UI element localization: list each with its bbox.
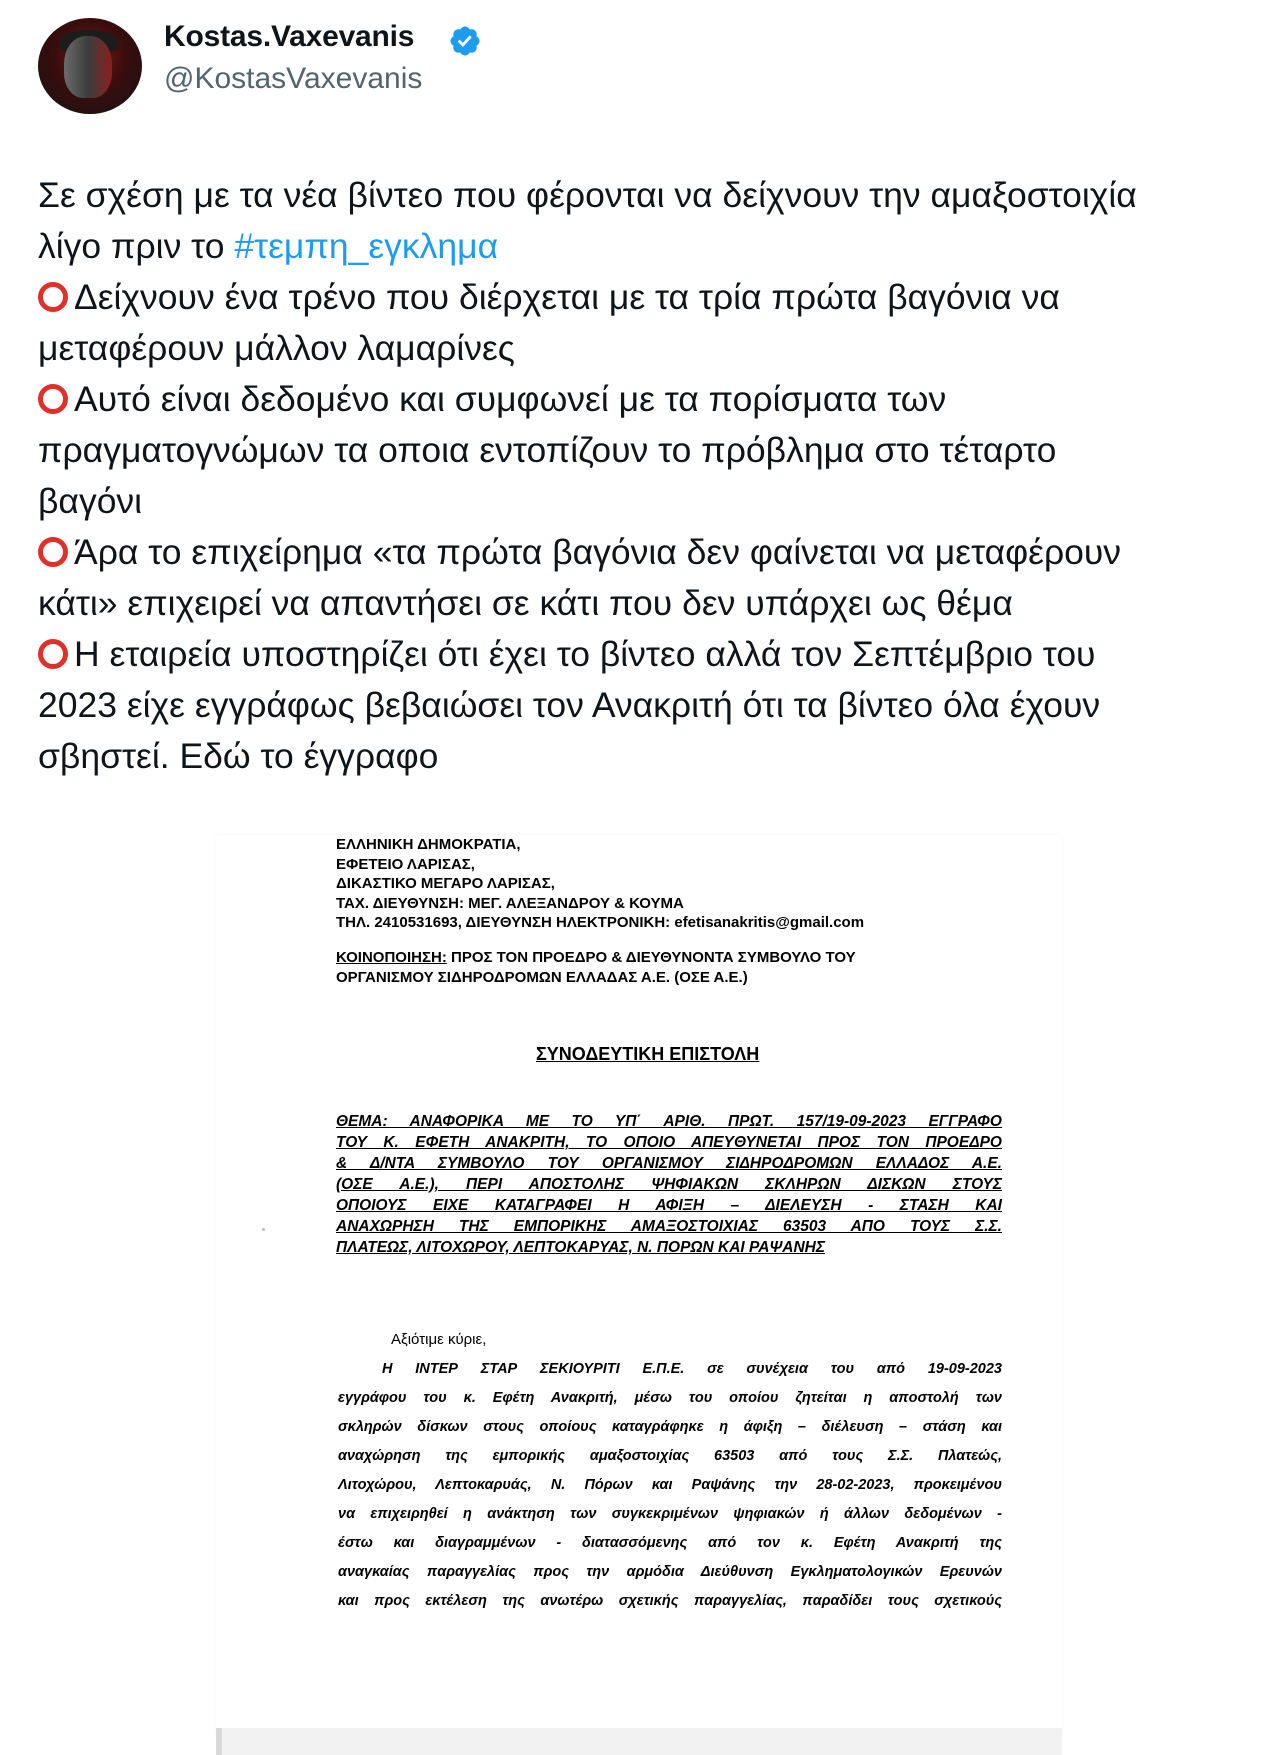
attached-document-image[interactable] (216, 835, 1062, 1735)
body-line: εγγράφου του κ. Εφέτη Ανακριτή, μέσω του οποίου ζητείται η αποστολή των (338, 1390, 1002, 1406)
body-line: να επιχειρηθεί η ανάκτηση των συγκεκριμένων ψηφιακών ή άλλων δεδομένων - (338, 1506, 1002, 1522)
subject-line: & Δ/ΝΤΑ ΣΥΜΒΟΥΛΟ ΤΟΥ ΟΡΓΑΝΙΣΜΟΥ ΣΙΔΗΡΟΔΡΟΜΩΝ ΕΛΛΑΔΟΣ Α.Ε. (336, 1155, 1002, 1172)
address-line: ΤΑΧ. ΔΙΕΥΘΥΝΣΗ: ΜΕΓ. ΑΛΕΞΑΝΔΡΟΥ & ΚΟΥΜΑ (336, 894, 684, 912)
tweet-line: Σε σχέση με τα νέα βίντεο που φέρονται να δείχνουν την αμαξοστοιχία (38, 175, 1137, 215)
tweet-line: βαγόνι (38, 481, 143, 521)
document-notify-block (336, 948, 856, 987)
tweet-line: Αυτό είναι δεδομένο και συμφωνεί με τα πορίσματα των (38, 374, 1238, 425)
address-line: ΕΛΛΗΝΙΚΗ ΔΗΜΟΚΡΑΤΙΑ, (336, 836, 521, 853)
subject-line: ΘΕΜΑ: ΑΝΑΦΟΡΙΚΑ ΜΕ ΤΟ ΥΠ΄ ΑΡΙΘ. ΠΡΩΤ. 157/19-09-2023 ΕΓΓΡΑΦΟ (336, 1113, 1002, 1130)
subject-line: ΤΟΥ Κ. ΕΦΕΤΗ ΑΝΑΚΡΙΤΗ, ΤΟ ΟΠΟΙΟ ΑΠΕΥΘΥΝΕΤΑΙ ΠΡΟΣ ΤΟΝ ΠΡΟΕΔΡΟ (336, 1134, 1002, 1151)
address-line: ΤΗΛ. 2410531693, ΔΙΕΥΘΥΝΣΗ ΗΛΕΚΤΡΟΝΙΚΗ: efetisanakritis@gmail.com (336, 914, 865, 931)
document-salutation: Αξιότιμε κύριε, (391, 1331, 487, 1348)
tweet-line: λίγο πριν το #τεμπη_εγκλημα (38, 226, 499, 266)
subject-line: ΑΝΑΧΩΡΗΣΗ ΤΗΣ ΕΜΠΟΡΙΚΗΣ ΑΜΑΞΟΣΤΟΙΧΙΑΣ 63503 ΑΠΟ ΤΟΥΣ Σ.Σ. (336, 1218, 1002, 1235)
tweet-line: 2023 είχε εγγράφως βεβαιώσει τον Ανακριτή ότι τα βίντεο όλα έχουν (38, 685, 1101, 725)
notify-line: ΚΟΙΝΟΠΟΙΗΣΗ: ΠΡΟΣ ΤΟΝ ΠΡΟΕΔΡΟ & ΔΙΕΥΘΥΝΟΝΤΑ ΣΥΜΒΟΥΛΟ ΤΟΥ (336, 949, 856, 966)
avatar-face (64, 36, 112, 98)
tweet-line: κάτι» επιχειρεί να απαντήσει σε κάτι που δεν υπάρχει ως θέμα (38, 583, 1013, 623)
display-name[interactable]: Kostas.Vaxevanis (164, 20, 415, 53)
address-line: ΔΙΚΑΣΤΙΚΟ ΜΕΓΑΡΟ ΛΑΡΙΣΑΣ, (336, 875, 555, 892)
red-circle-icon (38, 639, 68, 669)
body-line: αναχώρηση της εμπορικής αμαξοστοιχίας 63503 από τους Σ.Σ. Πλατεώς, (338, 1448, 1002, 1464)
tweet-text (38, 170, 1238, 782)
avatar[interactable] (38, 18, 142, 114)
next-document-page-edge (216, 1728, 1062, 1755)
hashtag-link[interactable]: #τεμπη_εγκλημα (234, 226, 499, 266)
tweet-line: Η εταιρεία υποστηρίζει ότι έχει το βίντεο αλλά τον Σεπτέμβριο του (38, 629, 1238, 680)
notify-label: ΚΟΙΝΟΠΟΙΗΣΗ: (336, 949, 447, 966)
red-circle-icon (38, 537, 68, 567)
verified-badge-icon[interactable] (448, 24, 482, 58)
scan-speck (262, 1228, 265, 1231)
tweet-line: Δείχνουν ένα τρένο που διέρχεται με τα τρία πρώτα βαγόνια να (38, 272, 1238, 323)
user-handle[interactable]: @KostasVaxevanis (164, 62, 423, 95)
subject-line: ΟΠΟΙΟΥΣ ΕΙΧΕ ΚΑΤΑΓΡΑΦΕΙ Η ΑΦΙΞΗ – ΔΙΕΛΕΥΣΗ - ΣΤΑΣΗ ΚΑΙ (336, 1197, 1002, 1214)
body-line: αναγκαίας παραγγελίας προς την αρμόδια Διεύθυνση Εγκληματολογικών Ερευνών (338, 1564, 1002, 1580)
red-circle-icon (38, 282, 68, 312)
body-line: Λιτοχώρου, Λεπτοκαρυάς, Ν. Πόρων και Ραψάνης την 28-02-2023, προκειμένου (338, 1477, 1002, 1493)
document-body (338, 1355, 1002, 1616)
subject-line: (ΟΣΕ Α.Ε.), ΠΕΡΙ ΑΠΟΣΤΟΛΗΣ ΨΗΦΙΑΚΩΝ ΣΚΛΗΡΩΝ ΔΙΣΚΩΝ ΣΤΟΥΣ (336, 1176, 1002, 1193)
body-line: έστω και διαγραμμένων - διατασσόμενης από τον κ. Εφέτη Ανακριτή της (338, 1535, 1002, 1551)
subject-line: ΠΛΑΤΕΩΣ, ΛΙΤΟΧΩΡΟΥ, ΛΕΠΤΟΚΑΡΥΑΣ, Ν. ΠΟΡΩΝ ΚΑΙ ΡΑΨΑΝΗΣ (336, 1239, 825, 1256)
body-line: σκληρών δίσκων στους οποίους καταγράφηκε η άφιξη – διέλευση – στάση και (338, 1419, 1002, 1435)
address-line: ΕΦΕΤΕΙΟ ΛΑΡΙΣΑΣ, (336, 855, 475, 873)
document-address-block (336, 835, 864, 933)
tweet-line: πραγματογνώμων τα οποια εντοπίζουν το πρόβλημα στο τέταρτο (38, 430, 1057, 470)
tweet-header (38, 18, 1228, 114)
document-title: ΣΥΝΟΔΕΥΤΙΚΗ ΕΠΙΣΤΟΛΗ (536, 1044, 760, 1064)
page-edge-shadow (216, 1728, 222, 1755)
red-circle-icon (38, 384, 68, 414)
notify-line: ΟΡΓΑΝΙΣΜΟΥ ΣΙΔΗΡΟΔΡΟΜΩΝ ΕΛΛΑΔΑΣ Α.Ε. (ΟΣΕ Α.Ε.) (336, 968, 748, 986)
body-line: και προς εκτέλεση της ανωτέρω σχετικής παραγγελίας, παραδίδει τους σχετικούς (338, 1593, 1002, 1609)
body-line: Η ΙΝΤΕΡ ΣΤΑΡ ΣΕΚΙΟΥΡΙΤΙ Ε.Π.Ε. σε συνέχεια του από 19-09-2023 (382, 1361, 1002, 1377)
document-subject (336, 1111, 1002, 1258)
tweet-line: μεταφέρουν μάλλον λαμαρίνες (38, 328, 515, 368)
tweet-line: σβηστεί. Εδώ το έγγραφο (38, 736, 439, 776)
tweet-line: Άρα το επιχείρημα «τα πρώτα βαγόνια δεν φαίνεται να μεταφέρουν (38, 527, 1238, 578)
